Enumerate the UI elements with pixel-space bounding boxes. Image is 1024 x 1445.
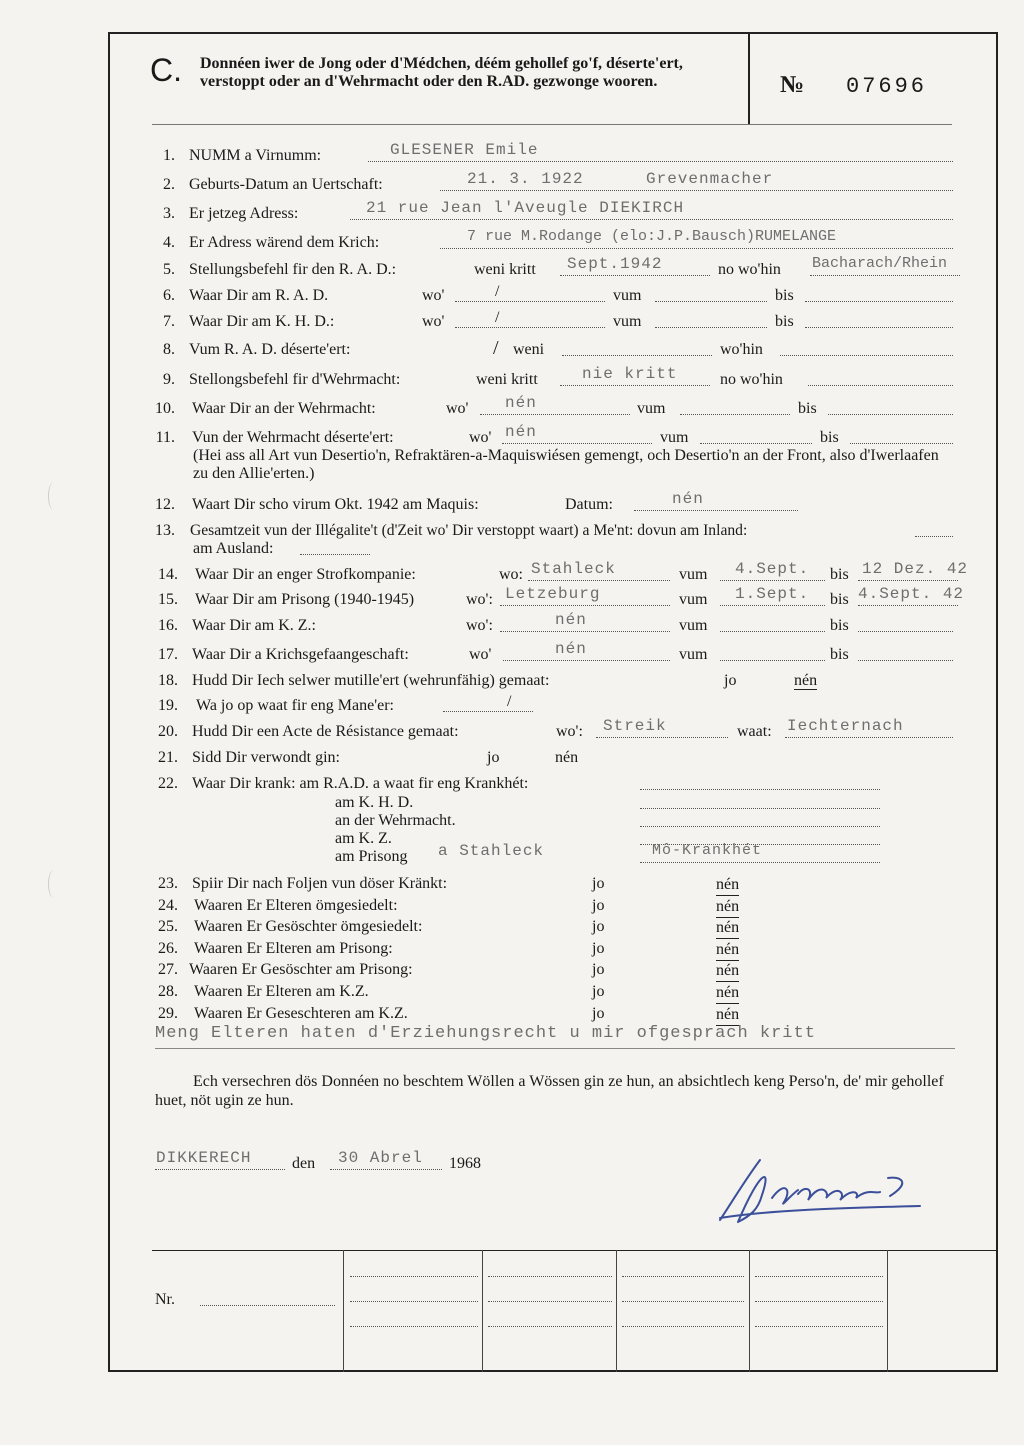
wehrmacht-value[interactable]: nén	[505, 394, 537, 412]
fill-line	[720, 631, 825, 632]
option-nen[interactable]: nén	[716, 961, 739, 982]
row-label: Waar Dir an enger Strofkompanie:	[195, 566, 416, 583]
fill-line	[755, 1301, 883, 1302]
row-label: Waaren Er Geseschteren am K.Z.	[194, 1005, 408, 1022]
option-jo[interactable]: jo	[487, 749, 500, 766]
fill-line	[488, 1326, 612, 1327]
row-label: am Prisong	[335, 848, 408, 865]
row-label: Waar Dir am R. A. D.	[189, 287, 329, 304]
option-jo[interactable]: jo	[592, 983, 605, 1000]
fill-line	[350, 219, 953, 220]
fill-line	[700, 443, 812, 444]
row-label: Waaren Er Elteren am Prisong:	[194, 940, 393, 957]
fill-line	[503, 660, 670, 661]
row-number: 20.	[158, 723, 178, 740]
punch-hole-mark	[48, 870, 59, 898]
punch-hole-mark	[48, 482, 59, 510]
current-address-value[interactable]: 21 rue Jean l'Aveugle DIEKIRCH	[366, 199, 685, 217]
rad-order-date[interactable]: Sept.1942	[567, 255, 663, 273]
row-label: vum	[679, 617, 708, 634]
row-label: Er jetzeg Adress:	[189, 205, 299, 222]
row-label: vum	[679, 591, 708, 608]
row-24	[0, 897, 1024, 919]
row-label: bis	[775, 287, 794, 304]
row-number: 14.	[158, 566, 178, 583]
row-13-abroad	[0, 540, 1024, 562]
slash-mark: /	[493, 337, 499, 359]
row-label: wo':	[466, 617, 493, 634]
fill-line	[858, 605, 958, 606]
row-number: 18.	[158, 672, 178, 689]
row-17	[0, 640, 1024, 668]
row-number: 8.	[163, 341, 175, 358]
fill-line	[528, 580, 670, 581]
option-nen[interactable]: nén	[716, 918, 739, 939]
row-label: Sidd Dir verwondt gin:	[192, 749, 340, 766]
fill-line	[780, 355, 953, 356]
resistance-place[interactable]: Iechternach	[787, 717, 904, 735]
row-3	[0, 199, 1024, 227]
remark-line	[0, 1024, 1024, 1052]
row-label: no wo'hin	[720, 371, 783, 388]
row-15	[0, 585, 1024, 613]
row-label: am K. H. D.	[335, 794, 414, 811]
fill-line	[810, 275, 960, 276]
row-10	[0, 394, 1024, 422]
fill-line	[455, 301, 605, 302]
fill-line	[808, 385, 953, 386]
penal-company-place[interactable]: Stahleck	[531, 560, 616, 578]
row-label: Wa jo op waat fir eng Mane'er:	[196, 697, 394, 714]
fill-line	[443, 711, 533, 712]
fill-line	[850, 443, 953, 444]
header-rule	[152, 124, 952, 125]
row-label: bis	[798, 400, 817, 417]
row-number: 5.	[163, 261, 175, 278]
option-jo[interactable]: jo	[724, 672, 737, 689]
declaration-text: Ech versechren dös Donnéen no beschtem Wöllen a Wössen gin ze hun, an absichtlech keng Perso'n, de' mir gehollef huet, nöt ugin ze hun.	[155, 1073, 944, 1109]
row-label: Hudd Dir Iech selwer mutille'ert (wehrunfähig) gemaat:	[192, 672, 550, 689]
fill-line	[858, 580, 958, 581]
row-number: 3.	[163, 205, 175, 222]
option-jo[interactable]: jo	[592, 918, 605, 935]
row-number: 9.	[163, 371, 175, 388]
fill-line	[455, 327, 605, 328]
row-number: 10.	[155, 400, 175, 417]
fill-line	[755, 1326, 883, 1327]
place-value[interactable]: DIKKERECH	[156, 1149, 252, 1167]
kz-value[interactable]: nén	[555, 611, 587, 629]
row-28	[0, 983, 1024, 1005]
fill-line	[368, 161, 953, 162]
row-label: vum	[613, 313, 642, 330]
option-jo[interactable]: jo	[592, 940, 605, 957]
row-label: wo'	[469, 429, 492, 446]
row-label: Er Adress wärend dem Krich:	[189, 234, 380, 251]
header-divider	[748, 32, 750, 125]
option-nen[interactable]: nén	[716, 940, 739, 961]
fill-line	[805, 301, 953, 302]
row-number: 12.	[155, 496, 175, 513]
row-label: Waar Dir am K. Z.:	[192, 617, 316, 634]
row-1	[0, 141, 1024, 169]
option-jo[interactable]: jo	[592, 897, 605, 914]
row-label: wo:	[499, 566, 523, 583]
fill-line	[502, 443, 652, 444]
row-label: bis	[830, 617, 849, 634]
row-label: Geburts-Datum an Uertschaft:	[189, 176, 383, 193]
fill-line	[596, 737, 728, 738]
row-label: Waaren Er Gesöschter ömgesiedelt:	[194, 918, 423, 935]
fill-line	[858, 631, 953, 632]
fill-line	[488, 1301, 612, 1302]
row-number: 1.	[163, 147, 175, 164]
fill-line	[500, 605, 670, 606]
row-label: Waar Dir am Prisong (1940-1945)	[195, 591, 415, 608]
row-label: Waaren Er Elteren ömgesiedelt:	[194, 897, 398, 914]
option-nen[interactable]: nén	[716, 897, 739, 918]
option-jo[interactable]: jo	[592, 875, 605, 892]
row-label: Waaren Er Gesöschter am Prisong:	[189, 961, 413, 978]
fill-line	[155, 1048, 955, 1049]
bottom-rule	[152, 1250, 998, 1251]
name-value[interactable]: GLESENER Emile	[390, 141, 539, 159]
resistance-act[interactable]: Streik	[603, 717, 667, 735]
option-nen[interactable]: nén	[794, 672, 818, 689]
number-sign: №	[780, 72, 805, 98]
wehrmacht-order-value[interactable]: nie kritt	[582, 365, 678, 383]
row-number: 16.	[158, 617, 178, 634]
row-16	[0, 611, 1024, 639]
row-number: 21.	[158, 749, 178, 766]
row-23	[0, 875, 1024, 897]
fill-line	[622, 1301, 744, 1302]
slash-mark: /	[507, 693, 512, 710]
fill-line	[640, 789, 880, 790]
row-18	[0, 672, 1024, 694]
year-value: 1968	[449, 1155, 481, 1172]
illness-place[interactable]: a Stahleck	[438, 842, 545, 860]
row-label: weni kritt	[476, 371, 538, 388]
fill-line	[350, 1276, 478, 1277]
row-label: wo'	[446, 400, 469, 417]
row-label: den	[292, 1155, 316, 1172]
row-label: wo'	[469, 646, 492, 663]
row-26	[0, 940, 1024, 962]
rad-order-place[interactable]: Bacharach/Rhein	[812, 255, 948, 272]
prison-to[interactable]: 4.Sept. 42	[858, 585, 965, 603]
fill-line	[634, 510, 798, 511]
row-label: Gesamtzeit vun der Illégalite't (d'Zeit wo' Dir verstoppt waart) a Me'nt: dovun am Inland:	[190, 522, 748, 539]
row-8	[0, 337, 1024, 363]
row-number: 19.	[158, 697, 178, 714]
row-label: vum	[679, 566, 708, 583]
fill-line	[300, 554, 370, 555]
row-label: no wo'hin	[718, 261, 781, 278]
row-number: 26.	[158, 940, 178, 957]
option-nen[interactable]: nén	[716, 1005, 739, 1026]
signature-icon	[690, 1150, 940, 1240]
fill-line	[622, 1276, 744, 1277]
row-7	[0, 309, 1024, 335]
fill-line	[655, 301, 767, 302]
row-number: 22.	[158, 775, 178, 792]
row-label: an der Wehrmacht.	[335, 812, 456, 829]
row-number: 7.	[163, 313, 175, 330]
fill-line	[640, 808, 880, 809]
fill-line	[720, 580, 825, 581]
row-number: 28.	[158, 983, 178, 1000]
row-label: Waar Dir an der Wehrmacht:	[192, 400, 376, 417]
fill-line	[330, 1169, 442, 1170]
fill-line	[562, 355, 712, 356]
desertion-note: (Hei ass all Art vun Desertio'n, Refraktären-a-Maquiswiésen gemengt, och Desertio'n an der Front, also d'Iwerlaafen zu den Allie'erten.)	[193, 447, 939, 482]
row-number: 17.	[158, 646, 178, 663]
section-letter: C.	[150, 52, 182, 88]
row-number: 2.	[163, 176, 175, 193]
fill-line	[560, 385, 710, 386]
desertion-value[interactable]: nén	[505, 423, 537, 441]
row-label: am Ausland:	[193, 540, 274, 557]
option-nen[interactable]: nén	[716, 875, 739, 896]
fill-line	[805, 327, 953, 328]
row-label: vum	[637, 400, 666, 417]
fill-line	[350, 1326, 478, 1327]
fill-line	[915, 536, 953, 537]
row-label: Stellungsbefehl fir den R. A. D.:	[189, 261, 397, 278]
remark-text[interactable]: Meng Elteren haten d'Erziehungsrecht u mir ofgesprach kritt	[155, 1024, 816, 1043]
row-label: bis	[830, 566, 849, 583]
prison-from[interactable]: 1.Sept.	[735, 585, 810, 603]
footer-nr-row	[0, 1291, 1024, 1313]
row-2	[0, 170, 1024, 198]
row-label: vum	[613, 287, 642, 304]
nr-label: Nr.	[155, 1291, 175, 1308]
row-label: Waaren Er Elteren am K.Z.	[194, 983, 369, 1000]
date-value[interactable]: 30 Abrel	[338, 1149, 423, 1167]
fill-line	[640, 862, 880, 863]
form-title: Donnéen iwer de Jong oder d'Médchen, déém gehollef go'f, déserte'ert, verstoppt oder an d'Wehrmacht oder den R.AD. gezwonge wooren.	[200, 55, 683, 90]
birth-place-value[interactable]: Grevenmacher	[646, 170, 774, 188]
war-address-value[interactable]: 7 rue M.Rodange (elo:J.P.Bausch)RUMELANGE	[467, 228, 837, 245]
row-label: wo'	[422, 313, 445, 330]
row-number: 11.	[155, 429, 175, 446]
fill-line	[720, 660, 825, 661]
row-label: waat:	[737, 723, 772, 740]
row-label: Waart Dir scho virum Okt. 1942 am Maquis:	[192, 496, 479, 513]
row-number: 23.	[158, 875, 178, 892]
row-number: 24.	[158, 897, 178, 914]
row-12	[0, 490, 1024, 518]
row-label: wo'hin	[720, 341, 763, 358]
row-label: weni kritt	[474, 261, 536, 278]
fill-line	[785, 737, 953, 738]
fill-line	[480, 414, 630, 415]
fill-line	[440, 248, 953, 249]
row-9	[0, 365, 1024, 393]
row-label: am K. Z.	[335, 830, 392, 847]
slash-mark: /	[495, 309, 500, 326]
row-20	[0, 717, 1024, 745]
fill-line	[200, 1305, 335, 1306]
illness-name[interactable]: Mô-Krankhét	[652, 842, 763, 859]
prison-place[interactable]: Letzeburg	[505, 585, 601, 603]
fill-line	[500, 631, 670, 632]
row-number: 6.	[163, 287, 175, 304]
row-label: Spiir Dir nach Foljen vun döser Kränkt:	[192, 875, 448, 892]
row-label: vum	[660, 429, 689, 446]
signature	[690, 1150, 940, 1245]
fill-line	[350, 1301, 478, 1302]
fill-line	[680, 414, 790, 415]
row-5	[0, 255, 1024, 283]
fill-line	[488, 1276, 612, 1277]
row-label: Hudd Dir een Acte de Résistance gemaat:	[192, 723, 459, 740]
birth-date-value[interactable]: 21. 3. 1922	[467, 170, 584, 188]
maquis-value[interactable]: nén	[672, 490, 704, 508]
row-6	[0, 283, 1024, 309]
row-label: wo':	[466, 591, 493, 608]
fill-line	[440, 190, 953, 191]
row-22-prison	[0, 842, 1024, 870]
row-number: 25.	[158, 918, 178, 935]
slash-mark: /	[495, 283, 500, 300]
option-jo[interactable]: jo	[592, 961, 605, 978]
row-label: Stellongsbefehl fir d'Wehrmacht:	[189, 371, 401, 388]
row-label: wo'	[422, 287, 445, 304]
row-label: vum	[679, 646, 708, 663]
row-25	[0, 918, 1024, 940]
penal-company-to[interactable]: 12 Dez. 42	[862, 560, 969, 578]
row-label: NUMM a Virnumm:	[189, 147, 322, 164]
fill-line	[155, 1169, 285, 1170]
row-21	[0, 749, 1024, 771]
row-label: bis	[830, 646, 849, 663]
row-number: 15.	[158, 591, 178, 608]
row-label: Waar Dir krank: am R.A.D. a waat fir eng Krankhét:	[192, 775, 529, 792]
form-number: 07696	[846, 74, 928, 99]
row-label: bis	[830, 591, 849, 608]
row-label: wo':	[556, 723, 583, 740]
penal-company-from[interactable]: 4.Sept.	[735, 560, 810, 578]
row-label: Waar Dir am K. H. D.:	[189, 313, 335, 330]
row-27	[0, 961, 1024, 983]
row-label: weni	[513, 341, 545, 358]
option-jo[interactable]: jo	[592, 1005, 605, 1022]
option-nen[interactable]: nén	[555, 749, 579, 766]
row-label: Datum:	[565, 496, 613, 513]
row-label: Vum R. A. D. déserte'ert:	[189, 341, 351, 358]
fill-line	[640, 826, 880, 827]
fill-line	[622, 1326, 744, 1327]
row-4	[0, 228, 1024, 256]
fill-line	[755, 1276, 883, 1277]
row-19	[0, 693, 1024, 719]
row-number: 13.	[155, 522, 175, 539]
fill-line	[858, 660, 953, 661]
fill-line	[560, 275, 710, 276]
row-label: Vun der Wehrmacht déserte'ert:	[192, 429, 394, 446]
row-number: 29.	[158, 1005, 178, 1022]
fill-line	[828, 414, 953, 415]
pow-value[interactable]: nén	[555, 640, 587, 658]
option-nen[interactable]: nén	[716, 983, 739, 1004]
row-label: bis	[775, 313, 794, 330]
fill-line	[720, 605, 825, 606]
row-label: Waar Dir a Krichsgefaangeschaft:	[192, 646, 409, 663]
fill-line	[655, 327, 767, 328]
row-label: bis	[820, 429, 839, 446]
row-number: 4.	[163, 234, 175, 251]
row-number: 27.	[158, 961, 178, 978]
